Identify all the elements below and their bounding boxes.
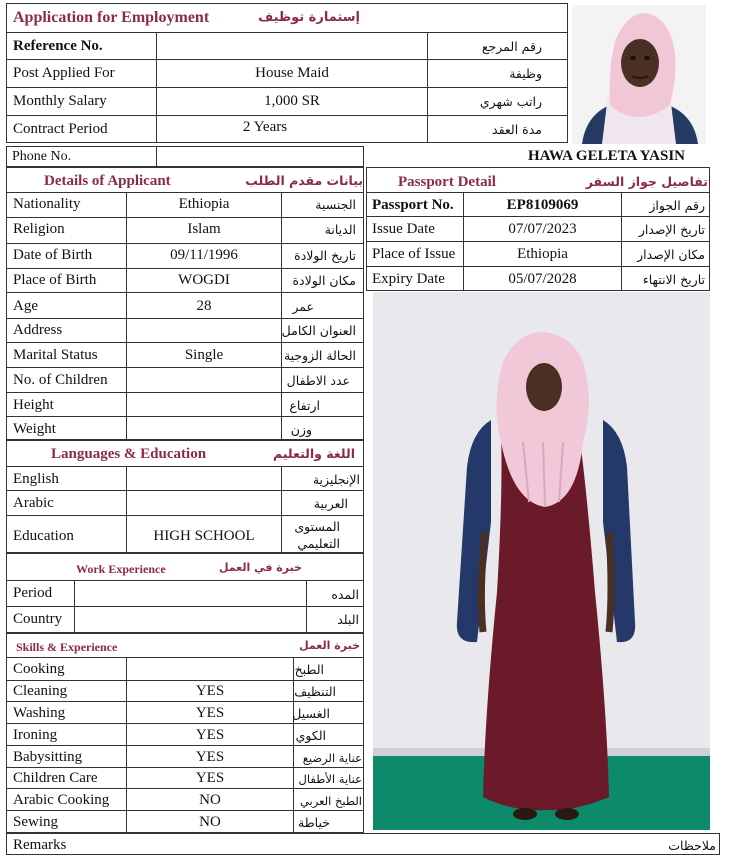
skill-value: NO	[199, 792, 221, 808]
skills-heading-en: Skills & Experience	[16, 640, 118, 654]
passport-heading-ar: تفاصيل جواز السفر	[585, 174, 708, 189]
details-heading-ar: بيانات مقدم الطلب	[245, 173, 363, 188]
post-value: House Maid	[255, 65, 329, 81]
detail-label: Weight	[13, 421, 56, 437]
contract-value: 2 Years	[242, 119, 288, 135]
detail-label-ar: ارتفاع	[289, 398, 320, 413]
salary-label-ar: راتب شهري	[479, 94, 542, 109]
remarks-row	[6, 833, 720, 855]
passport-label: Place of Issue	[372, 246, 456, 262]
skill-label-ar: الغسيل	[292, 706, 330, 721]
passport-value: 07/07/2023	[508, 221, 577, 237]
detail-value: WOGDI	[178, 272, 230, 288]
skill-label-ar: الكوي	[295, 728, 326, 743]
detail-label: No. of Children	[13, 372, 108, 388]
detail-label: Marital Status	[13, 347, 98, 363]
skill-label-ar: التنظيف	[294, 684, 336, 699]
passport-label: Issue Date	[372, 221, 435, 237]
skill-label: Cleaning	[13, 683, 68, 699]
detail-label: Place of Birth	[13, 272, 97, 288]
skill-value: YES	[195, 727, 225, 743]
languages-heading-ar: اللغة والتعليم	[273, 446, 355, 461]
work-label-ar: البلد	[337, 612, 359, 627]
skill-value: NO	[199, 814, 221, 830]
detail-label: Date of Birth	[13, 247, 93, 263]
phone-label: Phone No.	[12, 149, 72, 164]
detail-label-ar: الحالة الزوجية	[283, 348, 356, 363]
work-heading-en: Work Experience	[76, 562, 166, 576]
post-label: Post Applied For	[13, 65, 115, 81]
detail-label-ar: عمر	[292, 299, 314, 314]
detail-value: 28	[196, 298, 212, 314]
contract-label: Contract Period	[13, 121, 108, 137]
detail-label: Height	[13, 397, 54, 413]
skill-label: Sewing	[13, 814, 58, 830]
skill-label-ar: عناية الرضيع	[302, 751, 362, 765]
detail-value: Ethiopia	[178, 196, 230, 212]
language-label: English	[13, 471, 59, 487]
passport-value: Ethiopia	[517, 246, 568, 262]
detail-label-ar: الجنسية	[315, 197, 356, 212]
detail-value: Single	[184, 347, 224, 363]
form-title-ar: إستمارة توظيف	[258, 10, 360, 25]
skills-heading-ar: خبرة العمل	[299, 639, 360, 652]
skill-label-ar: خياطة	[298, 815, 330, 830]
work-heading-ar: خبرة في العمل	[218, 561, 302, 574]
detail-label-ar: مكان الولادة	[292, 273, 356, 288]
passport-value: EP8109069	[506, 197, 579, 213]
skill-value: YES	[195, 770, 225, 786]
passport-label-ar: رقم الجواز	[649, 198, 705, 213]
detail-label-ar: الديانة	[324, 222, 356, 237]
full-length-photo	[373, 292, 710, 830]
salary-value: 1,000 SR	[264, 93, 320, 109]
skill-label: Babysitting	[13, 749, 83, 765]
skill-label-ar: عناية الأطفال	[298, 772, 362, 786]
contract-label-ar: مدة العقد	[492, 122, 542, 137]
post-label-ar: وظيفة	[509, 66, 542, 81]
detail-label-ar: عدد الاطفال	[286, 373, 350, 388]
form-title-en: Application for Employment	[13, 9, 210, 26]
education-label-ar: المستوى	[294, 519, 340, 534]
remarks-label: Remarks	[13, 837, 67, 853]
skill-label: Cooking	[13, 661, 65, 677]
skill-label: Washing	[13, 705, 66, 721]
education-label: Education	[13, 528, 74, 544]
language-label-ar: العربية	[313, 496, 348, 511]
detail-label: Religion	[13, 221, 65, 237]
work-label-ar: المده	[331, 587, 359, 602]
detail-label: Address	[13, 322, 63, 338]
detail-label-ar: تاريخ الولادة	[294, 248, 356, 263]
passport-label-ar: مكان الإصدار	[637, 247, 705, 262]
work-label: Period	[13, 585, 53, 601]
skill-label-ar: الطبخ العربي	[299, 794, 362, 808]
skill-value: YES	[195, 749, 225, 765]
passport-label-ar: تاريخ الانتهاء	[642, 272, 705, 287]
skill-label-ar: الطبخ	[294, 662, 324, 677]
details-heading-en: Details of Applicant	[44, 173, 171, 189]
reference-label-ar: رقم المرجع	[481, 39, 542, 54]
education-label-ar-2: التعليمي	[297, 536, 340, 551]
skill-label: Ironing	[13, 727, 58, 743]
detail-label-ar: وزن	[290, 422, 312, 437]
detail-label-ar: العنوان الكامل	[281, 323, 356, 338]
passport-label: Expiry Date	[372, 271, 445, 287]
detail-value: 09/11/1996	[170, 247, 238, 263]
skill-value: YES	[195, 683, 225, 699]
reference-label: Reference No.	[13, 38, 103, 54]
skill-label: Children Care	[13, 770, 98, 786]
skill-value: YES	[195, 705, 225, 721]
skill-label: Arabic Cooking	[13, 792, 110, 808]
language-label: Arabic	[13, 495, 54, 511]
passport-heading-en: Passport Detail	[398, 174, 496, 190]
passport-label-ar: تاريخ الإصدار	[638, 222, 705, 237]
language-label-ar: الإنجليزية	[312, 472, 360, 487]
detail-label: Age	[13, 298, 38, 314]
remarks-label-ar: ملاحظات	[668, 838, 716, 853]
salary-label: Monthly Salary	[13, 93, 107, 109]
portrait-photo	[572, 5, 706, 144]
passport-value: 05/07/2028	[508, 271, 577, 287]
work-label: Country	[13, 611, 63, 627]
languages-heading-en: Languages & Education	[51, 446, 207, 462]
education-value: HIGH SCHOOL	[153, 528, 255, 544]
applicant-name: HAWA GELETA YASIN	[528, 148, 686, 164]
detail-label: Nationality	[13, 196, 81, 212]
detail-value: Islam	[187, 221, 221, 237]
passport-label: Passport No.	[372, 197, 454, 213]
